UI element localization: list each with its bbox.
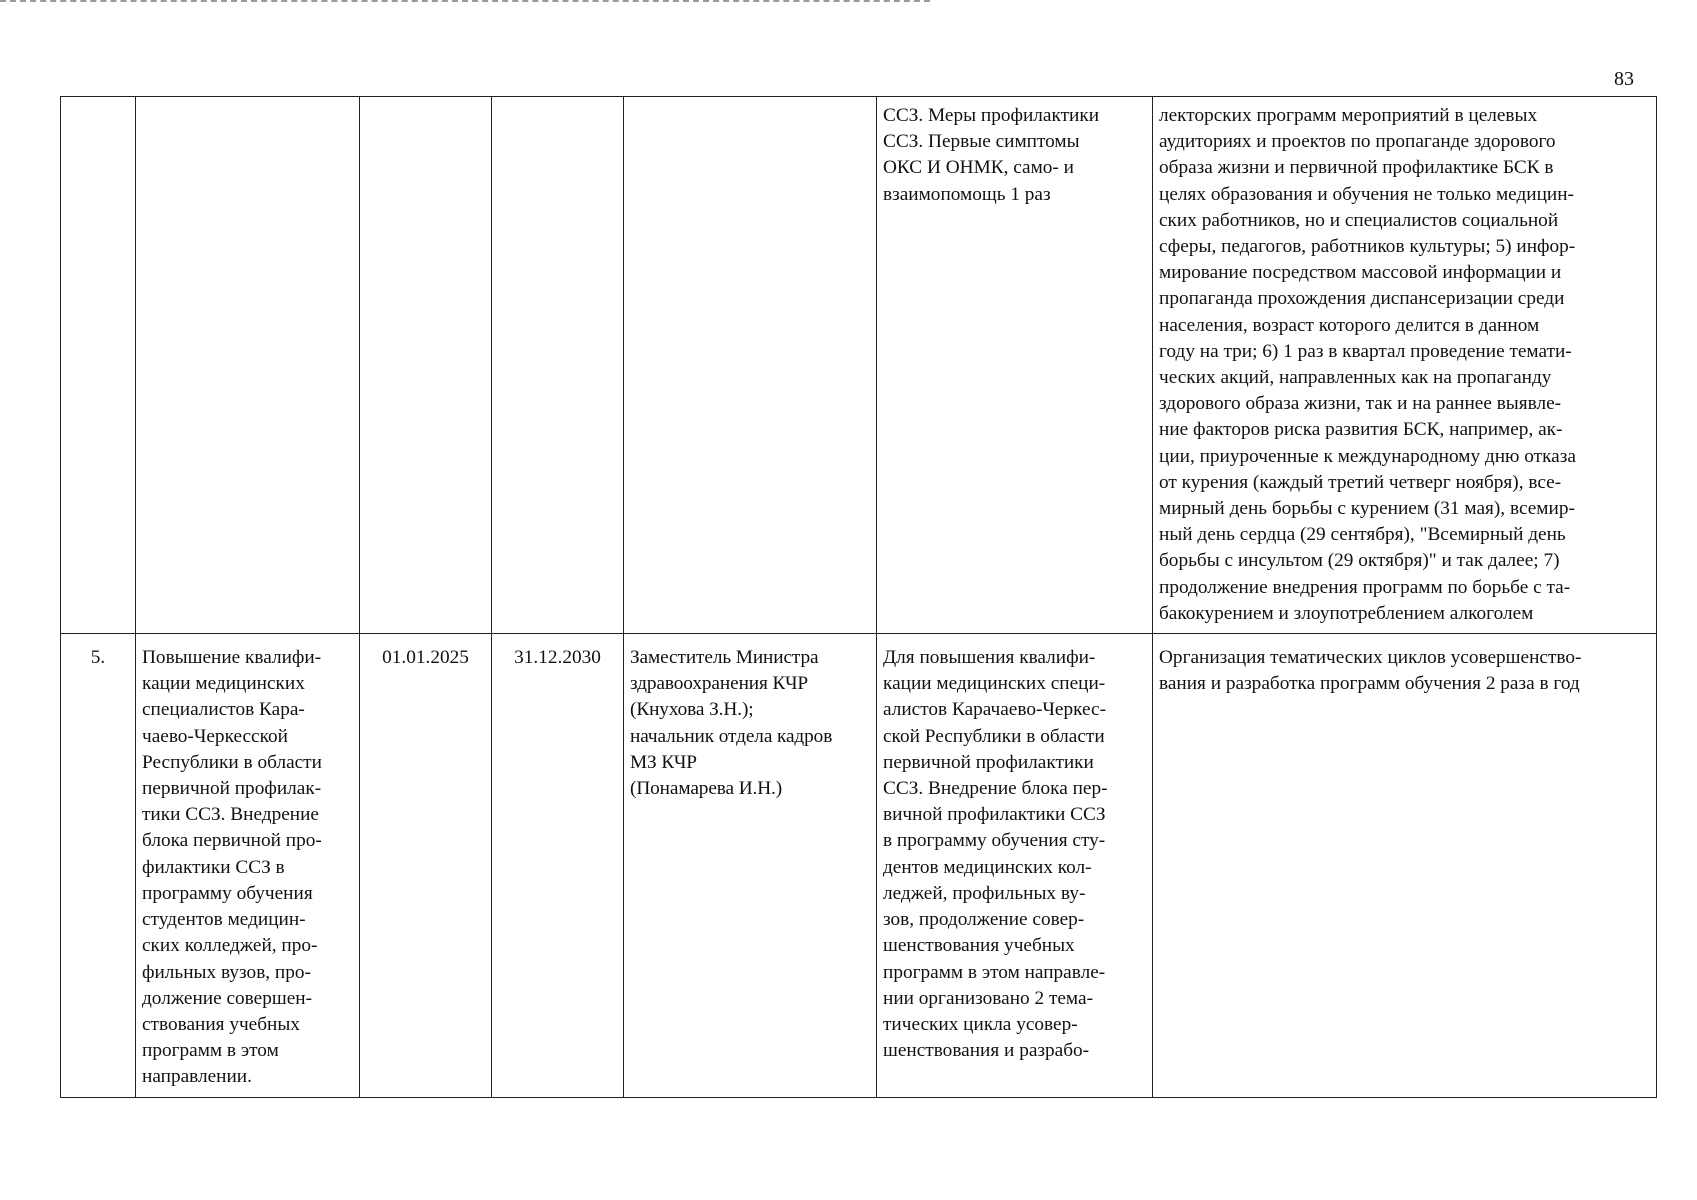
cell-result: лекторских программ мероприятий в целевых аудиториях и проектов по пропаганде здорового образа жизни и первичной профилактике БСК в целях образования и обучения не только медицин- ских работников, но и специалистов социальной сферы, педагогов, работников культуры; 5) инфор- мирование посредством массовой информации и пропаганда прохождения диспансеризации среди населения, возраст которого делится в данном году на три; 6) 1 раз в квартал проведение темати- ческих акций, направленных как на пропаганду здорового образа жизни, так и на раннее выявле- ние факторов риска развития БСК, например, ак- ции, приуроченные к международному дню отказа от курения (каждый третий четверг ноября), все- мирный день борьбы с курением (31 мая), всемир- ный день сердца (29 сентября), "Всемирный день борьбы с инсультом (29 октября)" и так далее; 7) продолжение внедрения программ по борьбе с та- бакокурением и злоупотреблением алкоголем: [1153, 97, 1657, 634]
cell-description: Для повышения квалифи- кации медицинских специ- алистов Карачаево-Черкес- ской Республики в области первичной профилактики ССЗ. Внедрение блока пер- вичной профилактики ССЗ в программу обучения сту- дентов медицинских кол- леджей, профильных ву- зов, продолжение совер- шенствования учебных программ в этом направле- нии организовано 2 тема- тических цикла усовер- шенствования и разрабо-: [877, 634, 1153, 1097]
activities-table: [60, 96, 1657, 1098]
cell-description: ССЗ. Меры профилактики ССЗ. Первые симптомы ОКС И ОНМК, само- и взаимопомощь 1 раз: [877, 97, 1153, 634]
table-row: [61, 634, 1657, 1097]
top-dashed-border: [0, 0, 930, 2]
cell-result: Организация тематических циклов усовершенство- вания и разработка программ обучения 2 раза в год: [1153, 634, 1657, 1097]
cell-start-date: [360, 97, 492, 634]
cell-activity-name: [136, 97, 360, 634]
page-number: 83: [1614, 68, 1634, 90]
cell-end-date: [492, 97, 624, 634]
table-row: [61, 97, 1657, 634]
cell-number: 5.: [61, 634, 136, 1097]
cell-end-date: 31.12.2030: [492, 634, 624, 1097]
cell-number: [61, 97, 136, 634]
cell-responsible: Заместитель Министра здравоохранения КЧР (Кнухова З.Н.); начальник отдела кадров МЗ КЧР (Понамарева И.Н.): [624, 634, 877, 1097]
cell-activity-name: Повышение квалифи- кации медицинских специалистов Кара- чаево-Черкесской Республики в области первичной профилак- тики ССЗ. Внедрение блока первичной про- филактики ССЗ в программу обучения студентов медицин- ских колледжей, про- фильных вузов, про- должение совершен- ствования учебных программ в этом направлении.: [136, 634, 360, 1097]
cell-responsible: [624, 97, 877, 634]
cell-start-date: 01.01.2025: [360, 634, 492, 1097]
